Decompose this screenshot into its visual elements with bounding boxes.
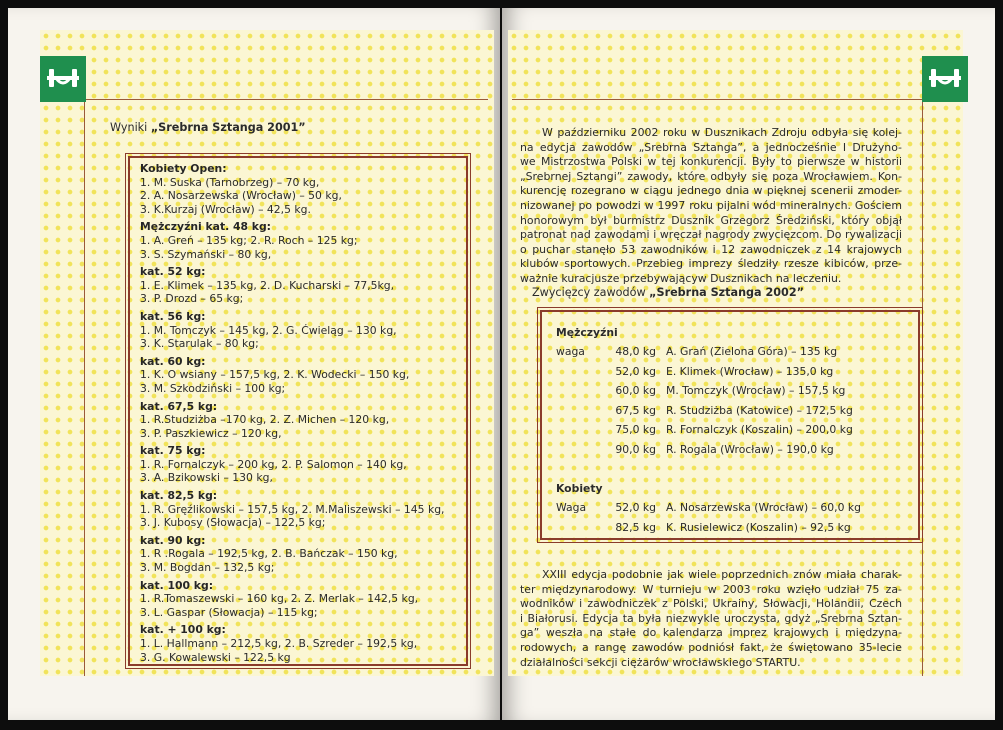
result-category bbox=[140, 162, 444, 216]
result-line: 1. M. Tomczyk – 145 kg, 2. G. Ćwieląg – 130 kg, bbox=[140, 323, 397, 337]
category-title: kat. + 100 kg: bbox=[140, 623, 226, 637]
category-title: Mężczyźni kat. 48 kg: bbox=[140, 220, 272, 234]
paragraph-line: patronat nad zawodami i wręczał nagrody zwycięzcom. Do rywalizacji bbox=[520, 228, 902, 242]
result-line: 1. R.Tomaszewski – 160 kg, 2. Z. Merlak – 142,5 kg, bbox=[140, 592, 419, 606]
result-line: 1. R. Gręźlikowski – 157,5 kg, 2. M.Maliszewski – 145 kg, bbox=[140, 502, 445, 516]
paragraph-line: nizowanej po powodzi w 1997 roku pijalni wód mineralnych. Gościem bbox=[520, 198, 902, 212]
result-line: 3. K. Starulak – 80 kg; bbox=[140, 337, 259, 351]
result-line: 3. J. Kubosy (Słowacja) – 122,5 kg; bbox=[140, 516, 326, 530]
result-line: 1. M. Suska (Tarnobrzeg) – 70 kg, bbox=[140, 175, 320, 189]
heading-title: „Srebrna Sztanga 2001” bbox=[150, 121, 306, 134]
side-rule bbox=[84, 99, 85, 676]
winner-weight: 75,0 kg bbox=[615, 423, 656, 436]
winners-2002-heading bbox=[532, 286, 804, 299]
result-line: 1. R.Studziżba –170 kg, 2. Z. Michen – 120 kg, bbox=[140, 413, 390, 427]
result-category bbox=[140, 534, 444, 575]
paragraph-line: i Białorusi. Edycja ta była niezwykle uroczysta, gdyż „Srebrna Sztan- bbox=[520, 611, 902, 625]
result-line: 1. R .Rogala – 192,5 kg, 2. B. Bańczak – 150 kg, bbox=[140, 547, 398, 561]
result-category bbox=[140, 400, 444, 441]
winner-weight: 52,0 kg bbox=[615, 501, 656, 514]
heading-prefix: Zwycięzcy zawodów bbox=[532, 286, 650, 299]
winner-label: Waga bbox=[556, 501, 587, 514]
intro-paragraph bbox=[520, 126, 902, 287]
paragraph-line: „Srebrnej Sztangi” zawody, które odbyły się poza Wrocławiem. Kon- bbox=[520, 169, 902, 183]
winner-weight: 48,0 kg bbox=[615, 345, 656, 358]
result-category bbox=[140, 623, 444, 664]
category-title: kat. 60 kg: bbox=[140, 354, 206, 368]
winner-result: M. Tomczyk (Wrocław) – 157,5 kg bbox=[666, 384, 846, 397]
paragraph-line: we Mistrzostwa Polski w tej konkurencji. Były to pierwsze w historii bbox=[520, 155, 902, 169]
result-line: 1. L. Hallmann – 212,5 kg, 2. B. Szreder – 192,5 kg, bbox=[140, 637, 418, 650]
result-line: 3. M. Bogdan – 132,5 kg; bbox=[140, 561, 275, 575]
paragraph-line: działalności sekcji ciężarów wrocławskiego STARTU. bbox=[520, 655, 801, 669]
winner-result: R. Fornalczyk (Koszalin) – 200,0 kg bbox=[666, 423, 853, 436]
paragraph-line: rodowych, a rangę zawodów podniósł fakt, że świętowano 35-lecie bbox=[520, 640, 902, 654]
winner-result: R. Studziżba (Katowice) – 172,5 kg bbox=[666, 403, 853, 417]
barbell-icon bbox=[40, 56, 86, 102]
results-list bbox=[140, 162, 444, 664]
winner-weight: 52,0 kg bbox=[615, 364, 656, 378]
category-title: kat. 82,5 kg: bbox=[140, 489, 218, 503]
result-category bbox=[140, 310, 444, 351]
result-line: 3. A. Bzikowski – 130 kg, bbox=[140, 471, 273, 485]
winner-weight: 60,0 kg bbox=[615, 384, 656, 397]
paragraph-line: ga” weszła na stałe do kalendarza imprez krajowych i międzyna- bbox=[520, 626, 902, 640]
result-category bbox=[140, 579, 444, 620]
winner-result: R. Rogala (Wrocław) – 190,0 kg bbox=[666, 442, 834, 456]
men-title: Mężczyźni bbox=[556, 326, 618, 339]
category-title: Kobiety Open: bbox=[140, 162, 227, 175]
winner-weight: 82,5 kg bbox=[615, 520, 656, 534]
result-category bbox=[140, 265, 444, 306]
category-title: kat. 90 kg: bbox=[140, 533, 206, 547]
side-rule bbox=[922, 99, 923, 676]
paragraph-line: kurencję rozegrano w ciągu jednego dnia w pięknej scenerii zmoder- bbox=[520, 184, 902, 198]
paragraph-line: klubów sportowych. Przebieg imprezy śledziły rzesze kibiców, prze- bbox=[520, 257, 902, 271]
heading-title: „Srebrna Sztanga 2002” bbox=[649, 286, 804, 299]
winners-2002-frame bbox=[540, 310, 920, 540]
paragraph-line: o puchar stanęło 53 zawodników i 12 zawodniczek z 14 krajowych bbox=[520, 242, 902, 256]
paragraph-line: ważnie kuracjusze przebywającyw Dusznikach na leczeniu. bbox=[520, 271, 842, 285]
paragraph-line: W październiku 2002 roku w Dusznikach Zdroju odbyła się kolej- bbox=[542, 126, 902, 139]
paragraph-line: wodników i zawodniczek z Polski, Ukrainy, Słowacji, Holandii, Czech bbox=[520, 597, 902, 611]
left-page bbox=[8, 8, 500, 720]
result-line: 3. K.Kurzaj (Wrocław) – 42,5 kg. bbox=[140, 202, 311, 216]
result-category bbox=[140, 220, 444, 261]
top-rule bbox=[84, 99, 488, 100]
category-title: kat. 100 kg: bbox=[140, 578, 214, 592]
women-section bbox=[556, 482, 603, 495]
category-title: kat. 56 kg: bbox=[140, 309, 206, 323]
barbell-icon bbox=[922, 56, 968, 102]
outro-paragraph bbox=[520, 568, 902, 670]
winner-weight: 67,5 kg bbox=[615, 403, 656, 417]
paragraph-line: na edycja zawodów „Srebrna Sztanga”, a jednocześnie I Drużyno- bbox=[520, 140, 902, 154]
result-line: 3. M. Szkodziński – 100 kg; bbox=[140, 381, 286, 395]
paragraph-line: ter międzynarodowy. W turnieju w 2003 roku wzięło udział 75 za- bbox=[520, 582, 902, 596]
category-title: kat. 67,5 kg: bbox=[140, 399, 218, 413]
result-line: 1. A. Greń – 135 kg; 2. R. Roch – 125 kg; bbox=[140, 233, 358, 247]
result-line: 3. S. Szymański – 80 kg, bbox=[140, 247, 272, 261]
paragraph-line: XXIII edycja podobnie jak wiele poprzednich znów miała charak- bbox=[542, 568, 902, 581]
winner-result: A. Nosarzewska (Wrocław) – 60,0 kg bbox=[666, 501, 862, 514]
results-2001-heading bbox=[110, 121, 306, 134]
winner-result: A. Grań (Zielona Góra) – 135 kg bbox=[666, 345, 838, 358]
women-title: Kobiety bbox=[556, 482, 603, 495]
result-category bbox=[140, 444, 444, 485]
result-line: 3. L. Gaspar (Słowacja) – 115 kg; bbox=[140, 605, 318, 619]
winner-weight: 90,0 kg bbox=[615, 442, 656, 456]
winner-result: K. Rusielewicz (Koszalin) – 92,5 kg bbox=[666, 520, 851, 534]
top-rule bbox=[512, 99, 922, 100]
result-category bbox=[140, 355, 444, 396]
paragraph-line: honorowym był burmistrz Dusznik Grzegorz Średziński, który objął bbox=[520, 213, 902, 227]
result-line: 1. K. O wsiany – 157,5 kg, 2. K. Wodecki – 150 kg, bbox=[140, 368, 410, 382]
winner-result: E. Klimek (Wrocław) – 135,0 kg bbox=[666, 364, 834, 378]
result-line: 3. P. Paszkiewicz – 120 kg, bbox=[140, 426, 282, 440]
result-line: 3. P. Drozd – 65 kg; bbox=[140, 292, 244, 306]
right-page bbox=[502, 8, 995, 720]
winner-label: waga bbox=[556, 345, 585, 358]
result-line: 1. E. Klimek – 135 kg, 2. D. Kucharski – 77,5kg, bbox=[140, 278, 395, 292]
men-section bbox=[556, 326, 618, 339]
result-line: 1. R. Fornalczyk – 200 kg, 2. P. Salomon – 140 kg, bbox=[140, 457, 407, 471]
heading-prefix: Wyniki bbox=[110, 121, 151, 134]
result-line: 3. G. Kowalewski – 122,5 kg bbox=[140, 650, 291, 664]
category-title: kat. 52 kg: bbox=[140, 265, 206, 279]
results-2001-frame bbox=[128, 156, 468, 666]
result-category bbox=[140, 489, 444, 530]
result-line: 2. A. Nosarzewska (Wrocław) – 50 kg, bbox=[140, 189, 342, 203]
category-title: kat. 75 kg: bbox=[140, 444, 206, 458]
